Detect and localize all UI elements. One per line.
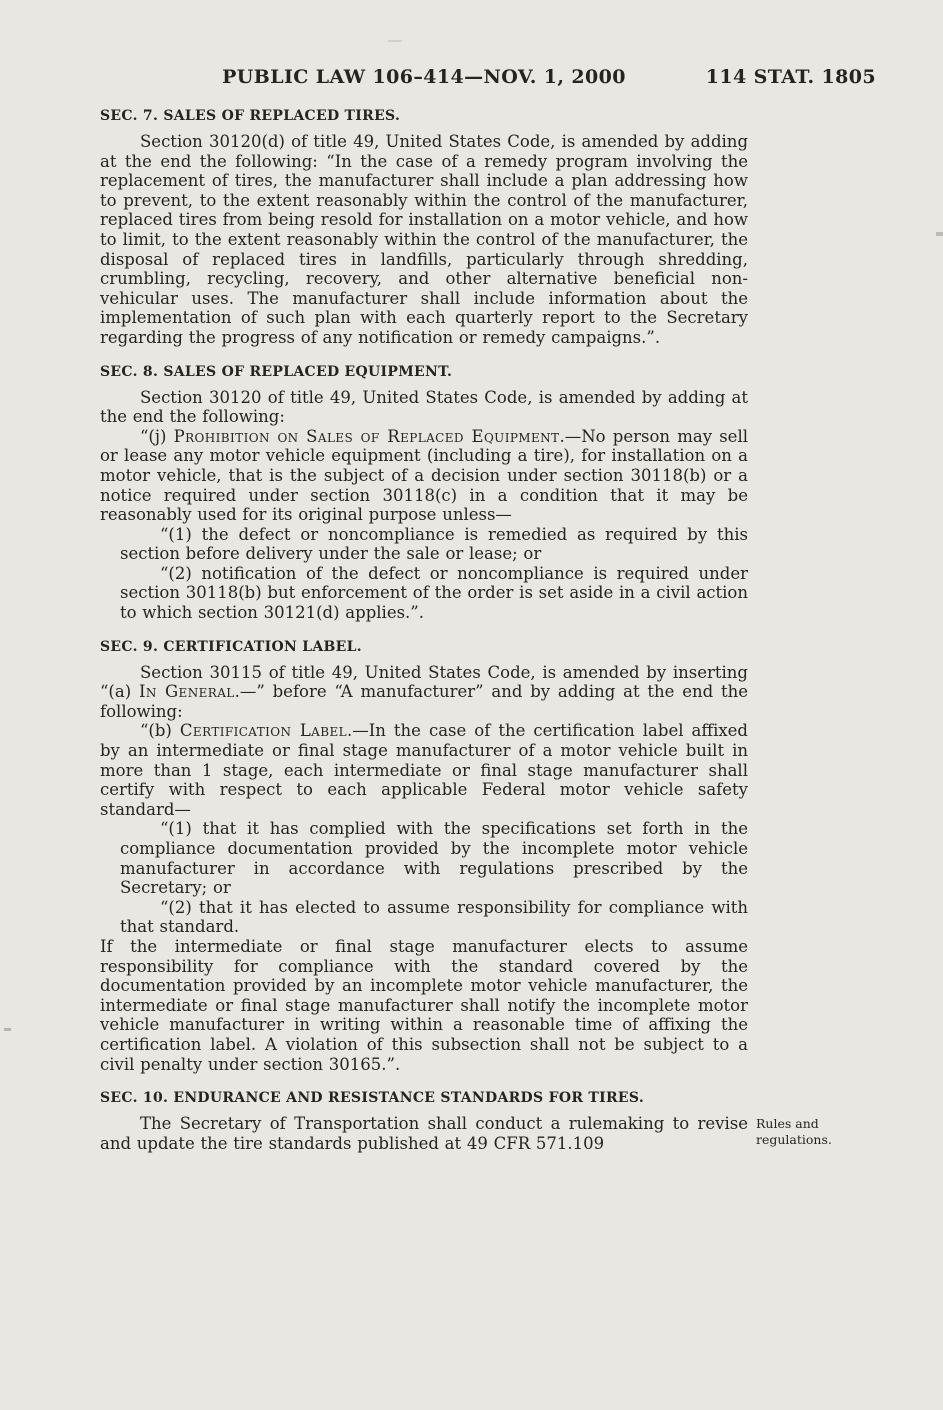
section-9-paragraph xyxy=(100,663,748,722)
section-8-subsection-j xyxy=(100,427,748,525)
section-7-heading: SEC. 7. SALES OF REPLACED TIRES. xyxy=(100,108,401,124)
section-9-closing-paragraph: If the intermediate or final stage manufacturer elects to assume responsibility for compliance with the standard covered by the documentation provided by an incomplete motor vehicle manufacturer, the intermediate or final stage manufacturer shall notify the incomplete motor vehicle manufacturer in writing within a reasonable time of affixing the certification label. A violation of this subsection shall not be subject to a civil penalty under section 30165.”. xyxy=(100,936,748,1074)
section-9-clause-1: “(1) that it has complied with the specifications set forth in the compliance documentation provided by the incomplete motor vehicle manufacturer in accordance with regulations prescribed by the Secretary; or xyxy=(120,819,748,898)
small-caps-run: In General xyxy=(138,682,235,702)
law-title: PUBLIC LAW 106–414—NOV. 1, 2000 xyxy=(222,66,626,88)
section-8-clause-2: “(2) notification of the defect or noncompliance is required under section 30118(b) but enforcement of the order is set aside in a civil action to which section 30121(d) applies.”. xyxy=(120,563,748,623)
small-caps-run: Certification Label xyxy=(179,721,347,741)
scan-artifact xyxy=(4,1028,11,1031)
section-7 xyxy=(100,108,748,348)
text-run: “(j) xyxy=(140,426,174,446)
section-9-clause-2: “(2) that it has elected to assume responsibility for compliance with that standard. xyxy=(120,897,748,937)
statute-body xyxy=(100,108,832,1153)
section-8-clause-1: “(1) the defect or noncompliance is remedied as required by this section before delivery under the sale or lease; or xyxy=(120,524,748,564)
section-8-heading: SEC. 8. SALES OF REPLACED EQUIPMENT. xyxy=(100,363,453,380)
section-9-subsection-b xyxy=(100,721,748,819)
section-10-heading: SEC. 10. ENDURANCE AND RESISTANCE STANDARDS FOR TIRES. xyxy=(100,1090,644,1107)
margin-note: Rules and regulations. xyxy=(756,1116,832,1147)
text-run: .—” before “A manufacturer” and by adding at the end the following: xyxy=(100,682,748,721)
paragraph-with-margin-note xyxy=(100,1114,832,1153)
section-8-paragraph: Section 30120 of title 49, United States Code, is amended by adding at the end the following: xyxy=(100,387,748,427)
section-10 xyxy=(100,1090,832,1153)
section-8 xyxy=(100,364,748,623)
text-run: .—In the case of the certification label affixed by an intermediate or final stage manufacturer of a motor vehicle built in more than 1 stage, each intermediate or final stage manufacturer shall certify with respect to each applicable Federal motor vehicle safety standard— xyxy=(100,721,748,819)
scan-artifact xyxy=(936,232,943,236)
section-7-paragraph: Section 30120(d) of title 49, United States Code, is amended by adding at the end the following: “In the case of a remedy program involving the replacement of tires, the manufacturer shall include a plan addressing how to prevent, to the extent reasonably within the control of the manufacturer, replaced tires from being resold for installation on a motor vehicle, and how to limit, to the extent reasonably within the control of the manufacturer, the disposal of replaced tires in landfills, particularly through shredding, crumbling, recycling, recovery, and other alternative beneficial non-vehicular uses. The manufacturer shall include information about the implementation of such plan with each quarterly report to the Secretary regarding the progress of any notification or remedy campaigns.”. xyxy=(100,132,748,347)
small-caps-run: Prohibition on Sales of Replaced Equipment xyxy=(173,426,560,446)
section-9 xyxy=(100,639,748,1074)
page-header xyxy=(100,66,876,92)
scan-artifact xyxy=(388,40,402,42)
text-run: “(b) xyxy=(140,721,180,741)
section-9-heading: SEC. 9. CERTIFICATION LABEL. xyxy=(100,638,362,655)
text-run: Section 30115 of title 49, United States Code, is amended by inserting “(a) xyxy=(100,662,748,702)
section-10-paragraph: The Secretary of Transportation shall conduct a rulemaking to revise and update the tire standards published at 49 CFR 571.109 xyxy=(100,1114,748,1153)
text-run: .—No person may sell or lease any motor vehicle equipment (including a tire), for installation on a motor vehicle, that is the subject of a decision under section 30118(b) or a notice required under section 30118(c) in a condition that it may be reasonably used for its original purpose unless— xyxy=(100,426,749,525)
statute-page-number: 114 STAT. 1805 xyxy=(705,66,876,88)
